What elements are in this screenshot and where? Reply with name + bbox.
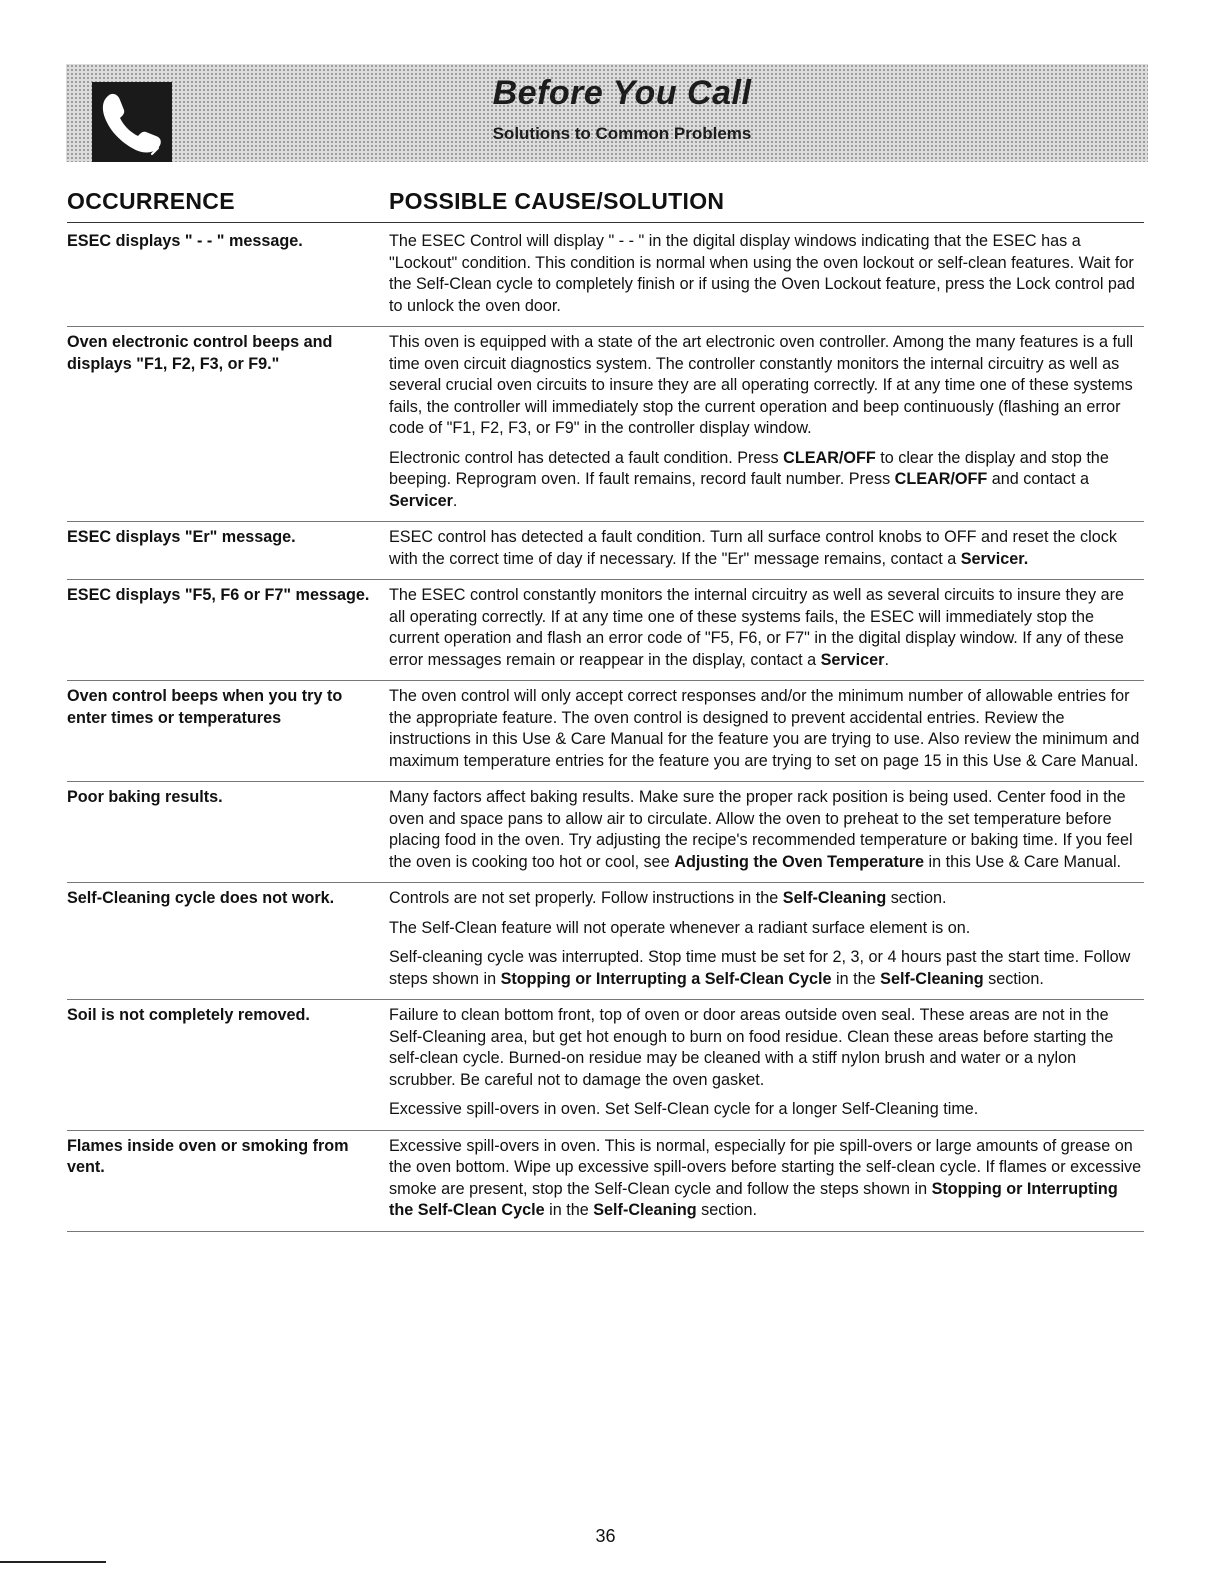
solution-paragraph <box>389 1005 1144 1091</box>
solution-paragraph <box>389 888 1144 910</box>
solution-paragraph <box>389 1136 1144 1222</box>
solution-paragraph <box>389 231 1144 317</box>
body-text: Excessive spill-overs in oven. Set Self-Clean cycle for a longer Self-Cleaning time. <box>389 1100 979 1118</box>
table-row <box>67 226 1144 327</box>
occurrence-text: ESEC displays "Er" message. <box>67 528 296 546</box>
solution-cell <box>389 231 1144 317</box>
body-text: This oven is equipped with a state of the art electronic oven controller. Among the many features is a full time oven circuit diagnostics system. The controller constantly monitors the internal circuitry as well as several crucial oven circuits to insure they are all operating correctly. If at any time one of these systems fails, the controller will immediately stop the current operation and beep continuously (flashing an error code of "F1, F2, F3, or F9" in the controller display window. <box>389 333 1134 437</box>
body-text: Failure to clean bottom front, top of oven or door areas outside oven seal. These areas are not in the Self-Cleaning area, but get hot enough to burn on food residue. Clean these areas before starting the self-clean cycle. Burned-on residue may be cleaned with a stiff nylon brush and water or a nylon scrubber. Be careful not to damage the oven gasket. <box>389 1006 1114 1089</box>
body-text: section. <box>696 1201 757 1219</box>
body-text: . <box>452 491 458 510</box>
occurrence-text: Soil is not completely removed. <box>67 1006 310 1024</box>
table-row <box>67 883 1144 1000</box>
solution-cell <box>389 585 1144 671</box>
occurrence-text: Self-Cleaning cycle does not work. <box>67 889 335 907</box>
solution-paragraph <box>389 686 1144 772</box>
body-text: The ESEC control constantly monitors the internal circuitry as well as several circuits to insure they are all operating correctly. If at any time one of these systems fails, the ESEC will immediately stop the current operation and flash an error code of "F5, F6, or F7" in the digital display window. If any of these error messages remain or reappear in the display, contact a <box>389 586 1125 669</box>
occurrence-text: ESEC displays " - - " message. <box>67 232 303 250</box>
body-text: Electronic control has detected a fault condition. Press <box>389 448 784 467</box>
body-text: in the <box>544 1201 594 1219</box>
body-text: section. <box>983 969 1044 988</box>
solution-cell <box>389 1005 1144 1121</box>
emphasis-text: Self-Cleaning <box>593 1201 697 1219</box>
body-text: in this Use & Care Manual. <box>924 852 1122 871</box>
troubleshooting-table <box>67 226 1144 1232</box>
occurrence-text: ESEC displays "F5, F6 or F7" message. <box>67 586 370 604</box>
body-text: Controls are not set properly. Follow instructions in the <box>389 889 783 907</box>
table-row <box>67 1131 1144 1232</box>
solution-paragraph <box>389 1099 1144 1121</box>
table-row <box>67 681 1144 782</box>
body-text: in the <box>831 969 881 988</box>
occurrence-text: Poor baking results. <box>67 788 223 806</box>
table-row <box>67 522 1144 580</box>
solution-paragraph <box>389 332 1144 440</box>
emphasis-text: Servicer. <box>960 549 1029 568</box>
column-headers <box>67 188 1144 223</box>
emphasis-text: Stopping or Interrupting a Self-Clean Cycle <box>500 969 832 988</box>
emphasis-text: CLEAR/OFF <box>783 448 876 467</box>
table-row <box>67 782 1144 883</box>
solution-cell <box>389 888 1144 990</box>
footer-rule <box>0 1561 106 1563</box>
solution-paragraph <box>389 787 1144 873</box>
body-text: section. <box>886 889 947 907</box>
body-text: Excessive spill-overs in oven. This is normal, especially for pie spill-overs or large amounts of grease on the oven bottom. Wipe up excessive spill-overs before starting the self-clean cycle. If flames or excessive smoke are present, stop the Self-Clean cycle and follow the steps shown in <box>389 1136 1142 1198</box>
solution-cell <box>389 1136 1144 1222</box>
emphasis-text: Stopping or Interrupting the Self-Clean Cycle <box>389 1179 1118 1219</box>
occurrence-text: Oven electronic control beeps and displays "F1, F2, F3, or F9." <box>67 333 333 373</box>
page-title: Before You Call <box>492 74 752 112</box>
emphasis-text: Self-Cleaning <box>782 889 887 907</box>
occurrence-text: Oven control beeps when you try to enter times or temperatures <box>67 687 343 727</box>
solution-cell <box>389 686 1144 772</box>
page-subtitle: Solutions to Common Problems <box>492 124 752 143</box>
body-text: ESEC control has detected a fault condition. Turn all surface control knobs to OFF and reset the clock with the correct time of day if necessary. If the "Er" message remains, contact a <box>389 528 1117 568</box>
solution-paragraph <box>389 585 1144 671</box>
solution-cell <box>389 787 1144 873</box>
table-row <box>67 327 1144 522</box>
body-text: The Self-Clean feature will not operate whenever a radiant surface element is on. <box>389 918 971 937</box>
solution-paragraph <box>389 947 1144 990</box>
body-text: and contact a <box>987 470 1089 488</box>
table-row <box>67 580 1144 681</box>
table-row <box>67 1000 1144 1131</box>
solution-cell <box>389 332 1144 512</box>
body-text: to clear the display and stop the beeping. Reprogram oven. If fault remains, record fault number. Press <box>389 448 1109 488</box>
body-text: Many factors affect baking results. Make sure the proper rack position is being used. Center food in the oven and space pans to allow air to circulate. Allow the oven to preheat to the set temperature before placing food in the oven. Try adjusting the recipe's recommended temperature or baking time. If you feel the oven is cooking too hot or cool, see <box>389 788 1133 871</box>
solution-paragraph <box>389 918 1144 940</box>
emphasis-text: CLEAR/OFF <box>894 470 988 488</box>
emphasis-text: Servicer <box>389 491 453 510</box>
solution-paragraph <box>389 527 1144 570</box>
body-text: The ESEC Control will display " - - " in the digital display windows indicating that the ESEC has a "Lockout" condition. This condition is normal when using the oven lockout or self-clean features. Wait for the Self-Clean cycle to completely finish or if using the Oven Lockout feature, press the Lock control pad to unlock the oven door. <box>389 232 1135 315</box>
solution-cell <box>389 527 1144 570</box>
page-banner <box>66 64 1148 162</box>
page-number: 36 <box>595 1526 616 1546</box>
emphasis-text: Self-Cleaning <box>880 969 984 988</box>
solution-column-header: POSSIBLE CAUSE/SOLUTION <box>389 188 725 214</box>
solution-paragraph <box>389 448 1144 513</box>
emphasis-text: Servicer <box>820 650 885 669</box>
body-text: Self-cleaning cycle was interrupted. Stop time must be set for 2, 3, or 4 hours past the start time. Follow steps shown in <box>389 948 1131 988</box>
body-text: . <box>884 650 889 669</box>
occurrence-column-header: OCCURRENCE <box>67 188 235 214</box>
occurrence-text: Flames inside oven or smoking from vent. <box>67 1136 349 1176</box>
body-text: The oven control will only accept correct responses and/or the minimum number of allowable entries for the appropriate feature. The oven control is designed to prevent accidental entries. Review the instructions in this Use & Care Manual for the feature you are trying to use. Also review the minimum and maximum temperature entries for the feature you are trying to set on page 15 in this Use & Care Manual. <box>389 687 1140 770</box>
emphasis-text: Adjusting the Oven Temperature <box>674 852 925 871</box>
